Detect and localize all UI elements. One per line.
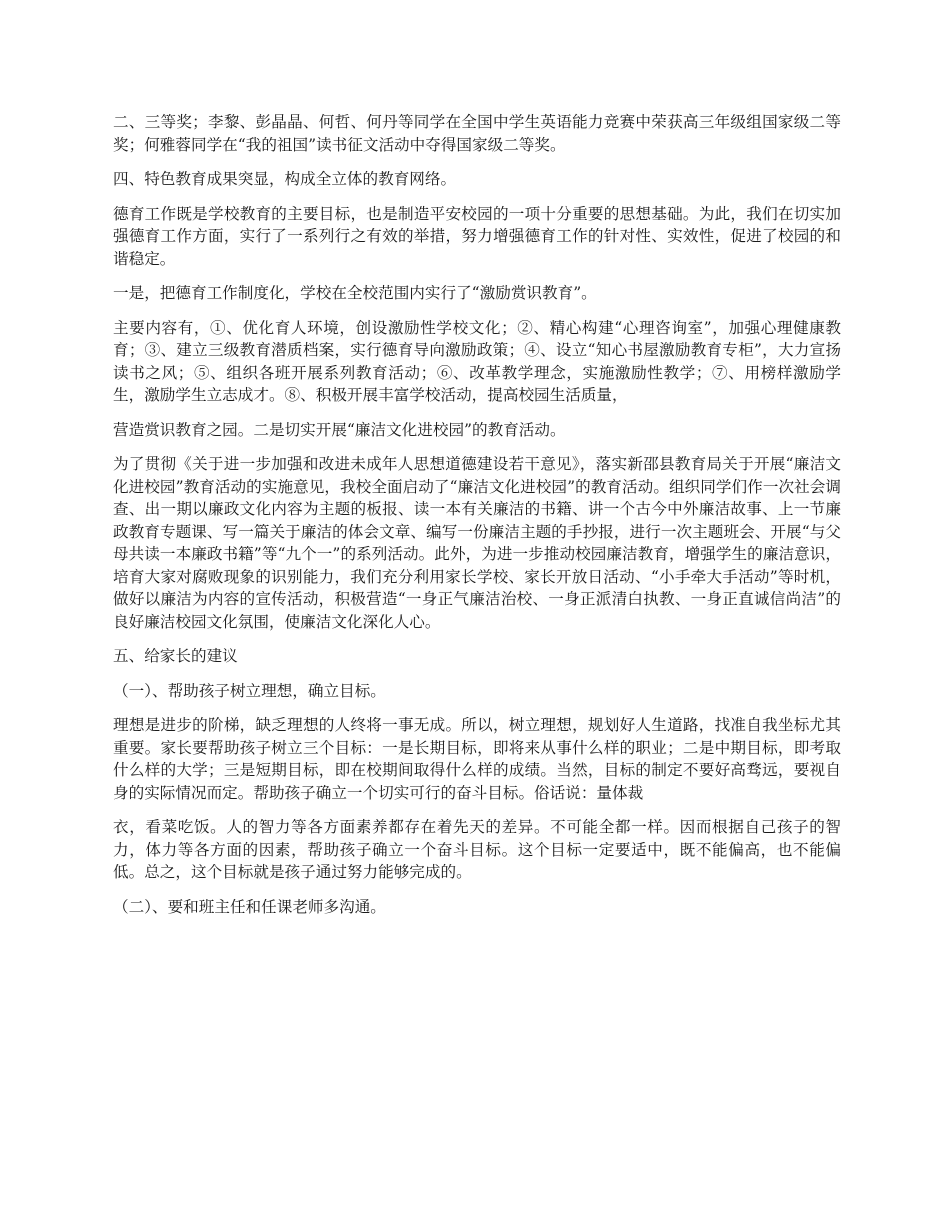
paragraph-awards: 二、三等奖；李黎、彭晶晶、何哲、何丹等同学在全国中学生英语能力竞赛中荣获高三年级组国家级二等奖；何雅蓉同学在“我的祖国”读书征文活动中夺得国家级二等奖。 — [113, 113, 841, 154]
paragraph-goals: 衣，看菜吃饭。人的智力等各方面素养都存在着先天的差异。不可能全都一样。因而根据自己孩子的智力，体力等各方面的因素，帮助孩子确立一个奋斗目标。这个目标一定要适中，既不能偏高，也不能偏低。总之，这个目标就是孩子通过努力能够完成的。 — [113, 818, 841, 881]
heading-section-five: 五、给家长的建议 — [113, 647, 238, 665]
paragraph-appreciation-garden: 营造赏识教育之园。二是切实开展“廉洁文化进校园”的教育活动。 — [113, 420, 566, 439]
paragraph-institutionalization: 一是，把德育工作制度化，学校在全校范围内实行了“激励赏识教育”。 — [113, 284, 597, 302]
paragraph-integrity-culture: 为了贯彻《关于进一步加强和改进未成年人思想道德建设若干意见》，落实新邵县教育局关于开展“廉洁文化进校园”教育活动的实施意见，我校全面启动了“廉洁文化进校园”的教育活动。组织同学们作一次社会调查、出一期以廉政文化内容为主题的板报、读一本有关廉洁的书籍、讲一个古今中外廉洁故事、上一节廉政教育专题课、写一篇关于廉洁的体会文章、编写一份廉洁主题的手抄报，进行一次主题班会、开展“与父母共读一本廉政书籍”等“九个一”的系列活动。此外，为进一步推动校园廉洁教育，增强学生的廉洁意识，培育大家对腐败现象的识别能力，我们充分利用家长学校、家长开放日活动、“小手牵大手活动”等时机，做好以廉洁为内容的宣传活动，积极营造“一身正气廉洁治校、一身正派清白执教、一身正直诚信尚洁”的良好廉洁校园文化氛围，使廉洁文化深化人心。 — [113, 455, 841, 631]
subheading-two: （二）、要和班主任和任课老师多沟通。 — [113, 897, 386, 916]
subheading-one: （一）、帮助孩子树立理想，确立目标。 — [113, 681, 386, 700]
paragraph-main-contents: 主要内容有，①、优化育人环境，创设激励性学校文化；②、精心构建“心理咨询室”，加强心理健康教育；③、建立三级教育潜质档案，实行德育导向激励政策；④、设立“知心书屋激励教育专柜”，大力宣扬读书之风；⑤、组织各班开展系列教育活动；⑥、改革教学理念，实施激励性教学；⑦、用榜样激励学生，激励学生立志成才。⑧、积极开展丰富学校活动，提高校园生活质量， — [113, 318, 841, 404]
heading-section-four: 四、特色教育成果突显，构成全立体的教育网络。 — [113, 170, 457, 188]
document-body — [113, 111, 841, 930]
paragraph-moral-education: 德育工作既是学校教育的主要目标，也是制造平安校园的一项十分重要的思想基础。为此，我们在切实加强德育工作方面，实行了一系列行之有效的举措，努力增强德育工作的针对性、实效性，促进了校园的和谐稳定。 — [113, 204, 841, 268]
paragraph-ideals: 理想是进步的阶梯，缺乏理想的人终将一事无成。所以，树立理想，规划好人生道路，找准自我坐标尤其重要。家长要帮助孩子树立三个目标：一是长期目标，即将来从事什么样的职业；二是中期目标，即考取什么样的大学；三是短期目标，即在校期间取得什么样的成绩。当然，目标的制定不要好高骛远，要视自身的实际情况而定。帮助孩子确立一个切实可行的奋斗目标。俗话说：量体裁 — [113, 716, 841, 802]
